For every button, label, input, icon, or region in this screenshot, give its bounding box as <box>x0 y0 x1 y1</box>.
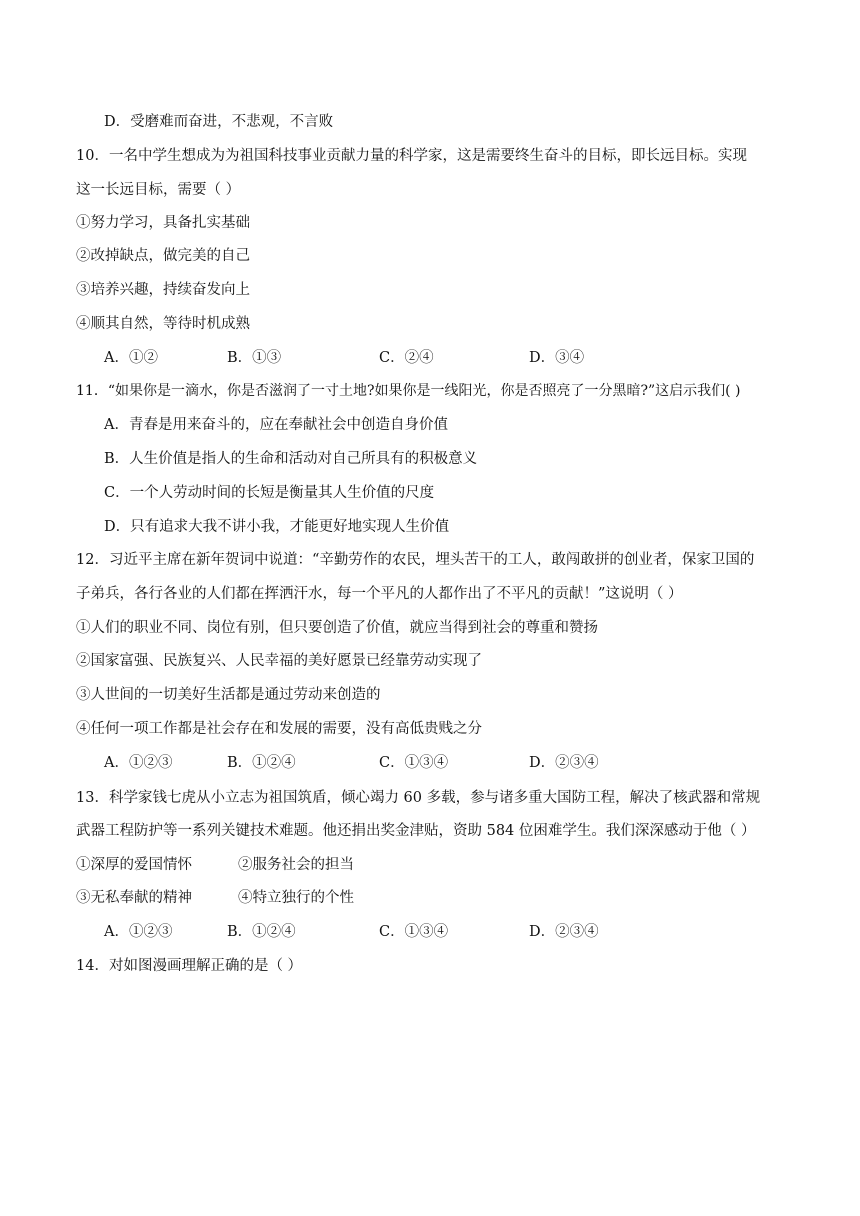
q10-stem-line-1: 10．一名中学生想成为为祖国科技事业贡献力量的科学家，这是需要终生奋斗的目标，即长远目标。实现 <box>76 148 747 164</box>
q10-item-3: ③培养兴趣，持续奋发向上 <box>76 282 250 298</box>
q13-item-4: ④特立独行的个性 <box>238 890 354 906</box>
q11-option-b: B．人生价值是指人的生命和活动对自己所具有的积极意义 <box>104 451 478 467</box>
q12-stem-line-2: 子弟兵，各行各业的人们都在挥洒汗水，每一个平凡的人都作出了不平凡的贡献！”这说明（ ） <box>76 586 683 602</box>
q11-option-d: D．只有追求大我不讲小我，才能更好地实现人生价值 <box>104 519 450 535</box>
q11-option-a: A．青春是用来奋斗的，应在奉献社会中创造自身价值 <box>104 417 448 433</box>
q13-stem-line-2: 武器工程防护等一系列关键技术难题。他还捐出奖金津贴，资助 584 位困难学生。我们深深感动于他（ ） <box>76 823 756 839</box>
q13-option-b: B．①②④ <box>227 924 296 940</box>
q10-options <box>0 348 860 368</box>
q13-stem-line-1: 13．科学家钱七虎从小立志为祖国筑盾，倾心竭力 60 多载，参与诸多重大国防工程，解决了核武器和常规 <box>76 790 761 806</box>
q13-items-row-1 <box>0 855 860 875</box>
q12-item-2: ②国家富强、民族复兴、人民幸福的美好愿景已经靠劳动实现了 <box>76 653 482 669</box>
q10-option-c: C．②④ <box>379 350 434 366</box>
q12-option-d: D．②③④ <box>529 755 599 771</box>
q12-option-c: C．①③④ <box>379 755 449 771</box>
q13-option-a: A．①②③ <box>104 924 173 940</box>
q12-item-4: ④任何一项工作都是社会存在和发展的需要，没有高低贵贱之分 <box>76 721 482 737</box>
q12-option-b: B．①②④ <box>227 755 296 771</box>
q12-options <box>0 753 860 773</box>
q13-options <box>0 922 860 942</box>
q10-item-4: ④顺其自然，等待时机成熟 <box>76 316 250 332</box>
q12-item-3: ③人世间的一切美好生活都是通过劳动来创造的 <box>76 687 381 703</box>
q12-option-a: A．①②③ <box>104 755 173 771</box>
q14-stem: 14．对如图漫画理解正确的是（ ） <box>76 958 303 974</box>
q10-option-d: D．③④ <box>529 350 585 366</box>
q13-option-c: C．①③④ <box>379 924 449 940</box>
q13-item-3: ③无私奉献的精神 <box>76 890 192 906</box>
q9-option-d: D．受磨难而奋进，不悲观，不言败 <box>104 114 334 130</box>
q12-item-1: ①人们的职业不同、岗位有别，但只要创造了价值，就应当得到社会的尊重和赞扬 <box>76 620 598 636</box>
q11-option-c: C．一个人劳动时间的长短是衡量其人生价值的尺度 <box>104 485 435 501</box>
q13-option-d: D．②③④ <box>529 924 599 940</box>
q13-item-2: ②服务社会的担当 <box>238 857 354 873</box>
q13-item-1: ①深厚的爱国情怀 <box>76 857 192 873</box>
q10-option-b: B．①③ <box>227 350 282 366</box>
q10-option-a: A．①② <box>104 350 158 366</box>
q12-stem-line-1: 12．习近平主席在新年贺词中说道：“辛勤劳作的农民，埋头苦干的工人，敢闯敢拼的创业者，保家卫国的 <box>76 552 755 568</box>
q13-items-row-2 <box>0 888 860 908</box>
q11-stem: 11．“如果你是一滴水，你是否滋润了一寸土地?如果你是一线阳光，你是否照亮了一分黑暗?”这启示我们( ) <box>76 383 741 399</box>
q10-stem-line-2: 这一长远目标，需要（ ） <box>76 182 241 198</box>
q10-item-2: ②改掉缺点，做完美的自己 <box>76 248 250 264</box>
q10-item-1: ①努力学习，具备扎实基础 <box>76 215 250 231</box>
